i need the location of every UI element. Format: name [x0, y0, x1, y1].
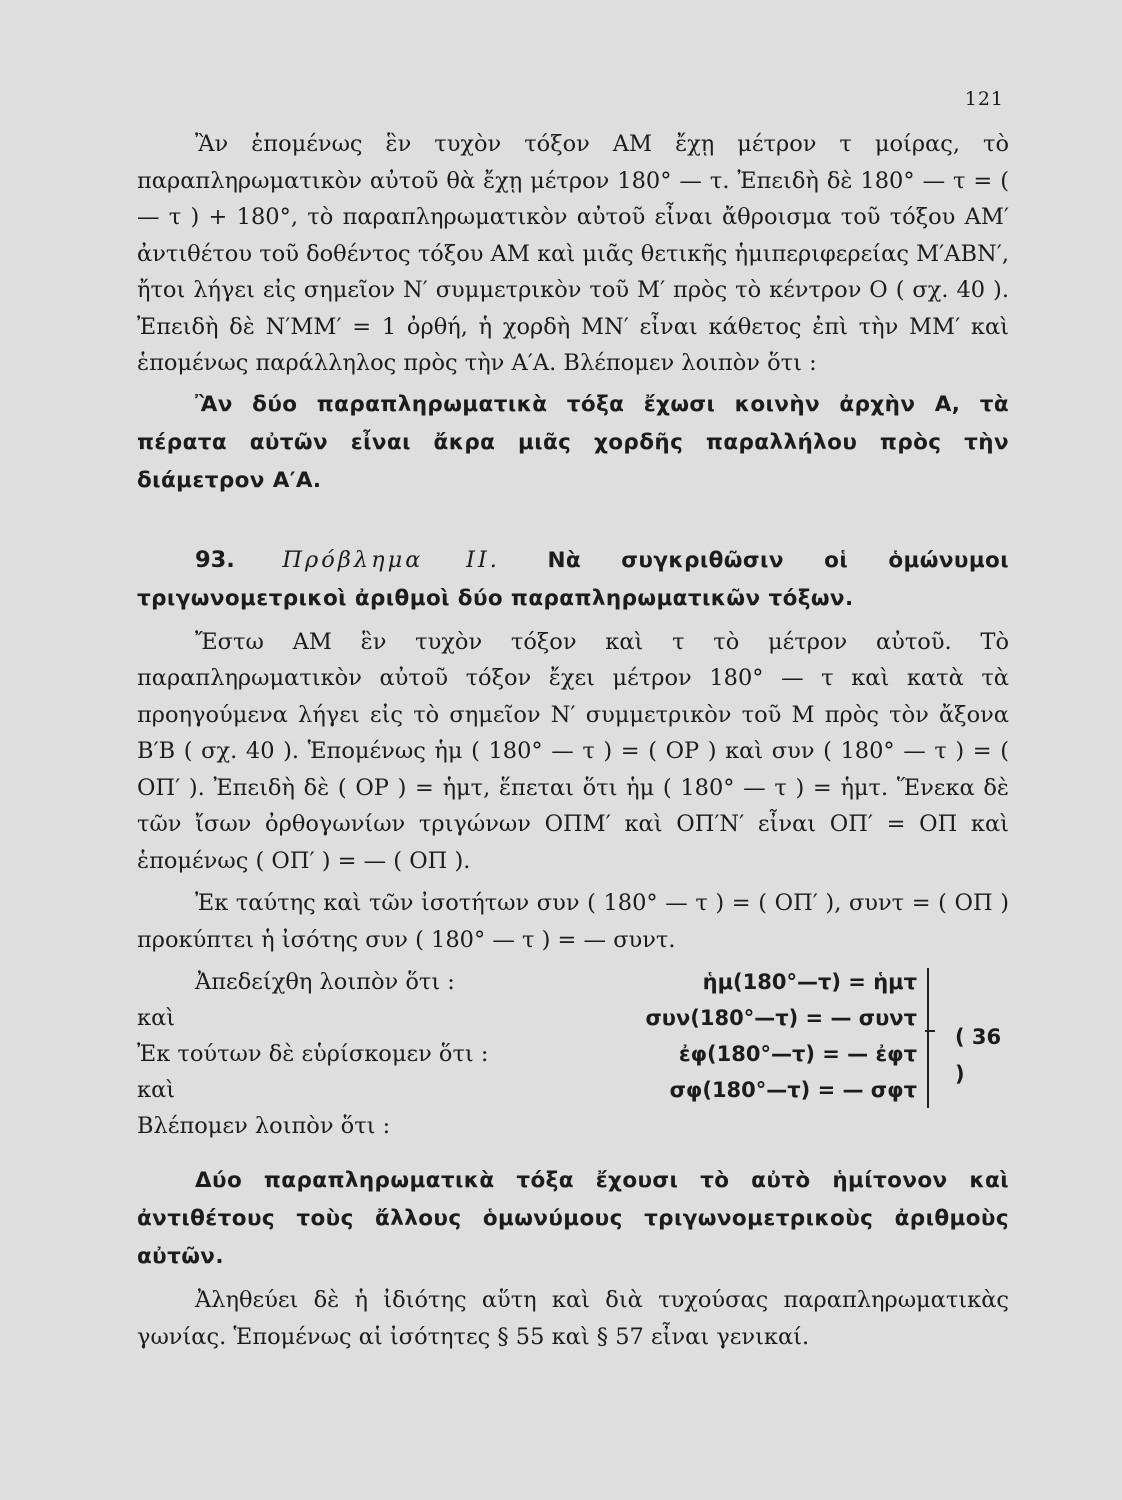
equation-cos: συν(180°—τ) = — συντ [645, 1006, 917, 1030]
equation-cot: σφ(180°—τ) = — σφτ [669, 1078, 917, 1102]
system-label-5: Βλέπομεν λοιπὸν ὅτι : [137, 1113, 391, 1139]
section-title: Πρόβλημα ΙΙ. [282, 546, 500, 573]
theorem-2: Δύο παραπληρωματικὰ τόξα ἔχουσι τὸ αὐτὸ ἡμίτονον καὶ ἀντιθέτους τοὺς ἄλλους ὁμωνύμους τριγωνομετρικοὺς ἀριθμοὺς αὐτῶν. [137, 1168, 1009, 1269]
section-heading [137, 542, 1009, 618]
theorem-1: Ἂν δύο παραπληρωματικὰ τόξα ἔχωσι κοινὴν ἀρχὴν Α, τὰ πέρατα αὐτῶν εἶναι ἄκρα μιᾶς χορδῆς παραλλήλου πρὸς τὴν διάμετρον Α′Α. [137, 391, 1009, 493]
body-text [137, 126, 1009, 1355]
section-number: 93. [195, 546, 235, 573]
paragraph-4: Ἀληθεύει δὲ ἡ ἰδιότης αὕτη καὶ διὰ τυχούσας παραπληρωματικὰς γωνίας. Ἑπομένως αἱ ἰσότητες § 55 καὶ § 57 εἶναι γενικαί. [137, 1287, 1009, 1350]
system-label-2: καὶ [137, 1005, 176, 1031]
section-statement: Νὰ συγκριθῶσιν οἱ ὁμώνυμοι τριγωνομετρικοὶ ἀριθμοὶ δύο παραπληρωματικῶν τόξων. [137, 547, 1010, 611]
brace-tip [925, 1030, 935, 1040]
equation-number: ( 36 ) [955, 1025, 1002, 1086]
paragraph-3: Ἐκ ταύτης καὶ τῶν ἰσοτήτων συν ( 180° — τ ) = ( ΟΠ′ ), συντ = ( ΟΠ ) προκύπτει ἡ ἰσότης συν ( 180° — τ ) = — συντ. [137, 890, 1009, 953]
system-label-4: καὶ [137, 1077, 176, 1103]
paragraph-1: Ἂν ἑπομένως ἓν τυχὸν τόξον ΑΜ ἔχῃ μέτρον τ μοίρας, τὸ παραπληρωματικὸν αὐτοῦ θὰ ἔχῃ μέτρον 180° — τ. Ἐπειδὴ δὲ 180° — τ = ( — τ ) + 180°, τὸ παραπληρωματικὸν αὐτοῦ εἶναι ἄθροισμα τοῦ τόξου ΑΜ′ ἀντιθέτου τοῦ δοθέντος τόξου ΑΜ καὶ μιᾶς θετικῆς ἡμιπεριφερείας Μ′ΑΒΝ′, ἤτοι λήγει εἰς σημεῖον Ν′ συμμετρικὸν τοῦ Μ′ πρὸς τὸ κέντρον Ο ( σχ. 40 ). Ἐπειδὴ δὲ Ν′ΜΜ′ = 1 ὀρθή, ἡ χορδὴ ΜΝ′ εἶναι κάθετος ἐπὶ τὴν ΜΜ′ καὶ ἑπομένως παράλληλος πρὸς τὴν Α′Α. Βλέπομεν λοιπὸν ὅτι : [137, 131, 1009, 376]
equations [597, 964, 917, 1108]
system-label-3: Ἐκ τούτων δὲ εὑρίσκομεν ὅτι : [137, 1041, 489, 1067]
page-number: 121 [964, 88, 1004, 110]
equation-tan: ἐφ(180°—τ) = — ἐφτ [678, 1042, 917, 1066]
equation-sin: ἡμ(180°—τ) = ἡμτ [702, 970, 917, 994]
paragraph-2: Ἔστω ΑΜ ἓν τυχὸν τόξον καὶ τ τὸ μέτρον αὐτοῦ. Τὸ παραπληρωματικὸν αὐτοῦ τόξον ἔχει μέτρον 180° — τ καὶ κατὰ τὰ προηγούμενα λήγει εἰς τὸ σημεῖον Ν′ συμμετρικὸν τοῦ Μ πρὸς τὸν ἄξονα Β′Β ( σχ. 40 ). Ἑπομένως ἡμ ( 180° — τ ) = ( ΟΡ ) καὶ συν ( 180° — τ ) = ( ΟΠ′ ). Ἐπειδὴ δὲ ( ΟΡ ) = ἡμτ, ἕπεται ὅτι ἡμ ( 180° — τ ) = ἡμτ. Ἕνεκα δὲ τῶν ἴσων ὀρθογωνίων τριγώνων ΟΠΜ′ καὶ ΟΠ′Ν′ εἶναι ΟΠ′ = ΟΠ καὶ ἑπομένως ( ΟΠ′ ) = — ( ΟΠ ). [137, 628, 1009, 874]
system-label-1: Ἀπεδείχθη λοιπὸν ὅτι : [195, 969, 455, 995]
equation-system [137, 964, 1009, 1139]
